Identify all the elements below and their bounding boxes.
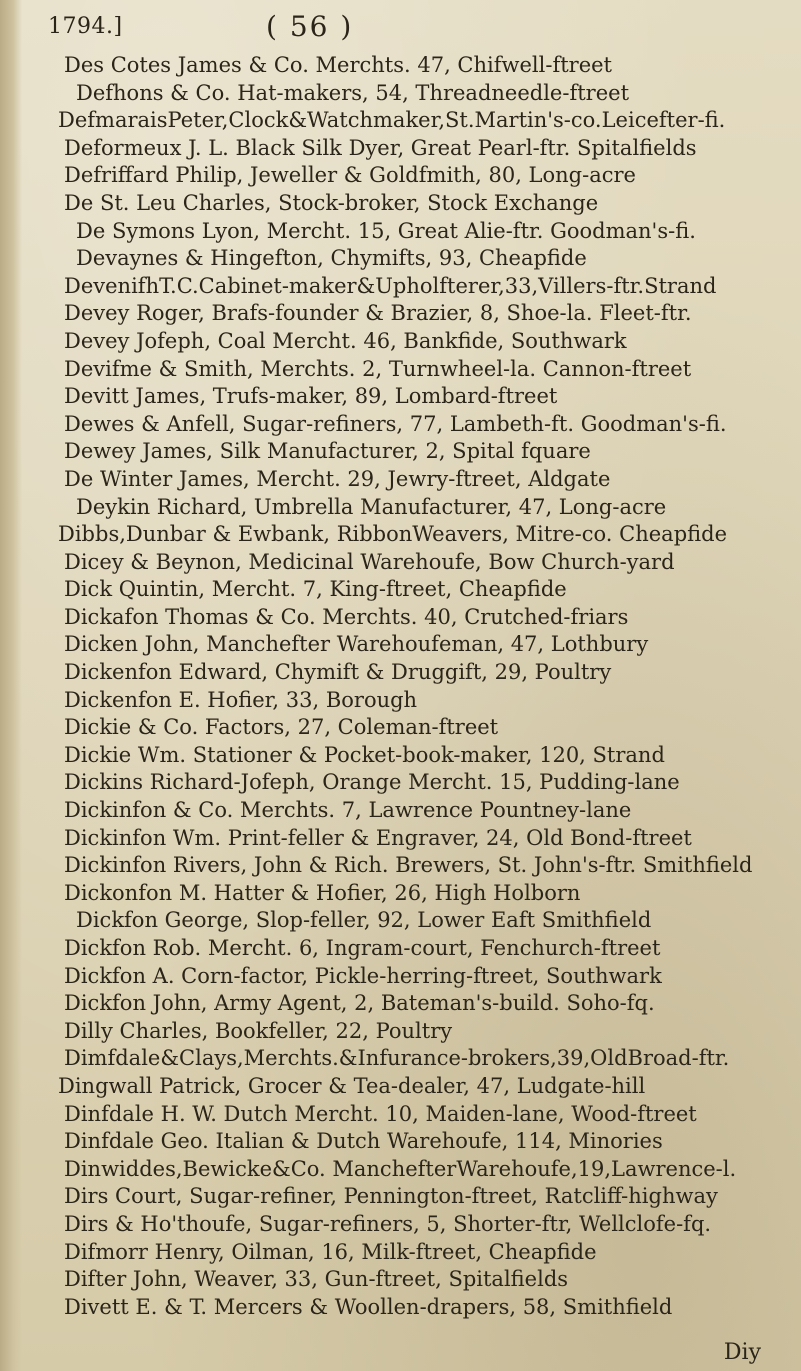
directory-entry: Dickinfon Wm. Print-feller & Engraver, 24, Old Bond-ftreet [64, 825, 692, 850]
directory-entry: Dick Quintin, Mercht. 7, King-ftreet, Cheapfide [64, 577, 567, 602]
directory-entry: Dinfdale H. W. Dutch Mercht. 10, Maiden-lane, Wood-ftreet [64, 1101, 697, 1126]
directory-entry: Dinwiddes,Bewicke&Co. ManchefterWarehoufe,19,Lawrence-l. [64, 1156, 737, 1181]
directory-entry: Dicey & Beynon, Medicinal Warehoufe, Bow Church-yard [64, 549, 675, 574]
directory-entries [58, 52, 784, 1321]
page-header [48, 8, 768, 52]
directory-entry: Dickfon John, Army Agent, 2, Bateman's-build. Soho-fq. [64, 991, 655, 1016]
directory-entry: Deykin Richard, Umbrella Manufacturer, 47, Long-acre [76, 494, 667, 519]
directory-entry: Dickafon Thomas & Co. Merchts. 40, Crutched-friars [64, 604, 629, 629]
directory-entry: Dilly Charles, Bookfeller, 22, Poultry [64, 1018, 453, 1043]
directory-entry: DevenifhT.C.Cabinet-maker&Upholfterer,33,Villers-ftr.Strand [64, 273, 717, 298]
page-number: ( 56 ) [266, 10, 354, 43]
directory-entry: Dewey James, Silk Manufacturer, 2, Spital fquare [64, 439, 591, 464]
directory-entry: Defriffard Philip, Jeweller & Goldfmith, 80, Long-acre [64, 163, 636, 188]
directory-entry: Dickinfon Rivers, John & Rich. Brewers, St. John's-ftr. Smithfield [64, 853, 753, 878]
directory-entry: Deformeux J. L. Black Silk Dyer, Great Pearl-ftr. Spitalfields [64, 135, 697, 160]
directory-entry: Dickins Richard-Jofeph, Orange Mercht. 15, Pudding-lane [64, 770, 680, 795]
directory-entry: Dingwall Patrick, Grocer & Tea-dealer, 47, Ludgate-hill [58, 1073, 646, 1098]
catchword: Diy [723, 1340, 761, 1365]
directory-entry: De Winter James, Mercht. 29, Jewry-ftreet, Aldgate [64, 466, 611, 491]
directory-entry: Dickfon Rob. Mercht. 6, Ingram-court, Fenchurch-ftreet [64, 936, 661, 960]
directory-entry: DefmaraisPeter,Clock&Watchmaker,St.Martin's-co.Leicefter-fi. [58, 108, 726, 133]
directory-entry: Dickenfon Edward, Chymift & Druggift, 29, Poultry [64, 660, 612, 685]
directory-entry: Defhons & Co. Hat-makers, 54, Threadneedle-ftreet [76, 80, 630, 105]
directory-entry: Dimfdale&Clays,Merchts.&Infurance-brokers,39,OldBroad-ftr. [64, 1046, 730, 1071]
directory-entry: Dibbs,Dunbar & Ewbank, RibbonWeavers, Mitre-co. Cheapfide [58, 522, 728, 547]
directory-entry: Devey Jofeph, Coal Mercht. 46, Bankfide, Southwark [64, 328, 627, 353]
directory-entry: Dickfon A. Corn-factor, Pickle-herring-ftreet, Southwark [64, 963, 662, 988]
directory-entry: Dickie & Co. Factors, 27, Coleman-ftreet [64, 715, 499, 740]
directory-entry: Des Cotes James & Co. Merchts. 47, Chifwell-ftreet [64, 53, 612, 77]
directory-entry: Dickenfon E. Hofier, 33, Borough [64, 687, 418, 712]
directory-entry: Dicken John, Manchefter Warehoufeman, 47, Lothbury [64, 632, 649, 657]
directory-entry: Dirs & Ho'thoufe, Sugar-refiners, 5, Shorter-ftr, Wellclofe-fq. [64, 1211, 712, 1236]
directory-entry: Difmorr Henry, Oilman, 16, Milk-ftreet, Cheapfide [64, 1239, 597, 1264]
directory-entry: Difter John, Weaver, 33, Gun-ftreet, Spitalfields [64, 1267, 569, 1292]
directory-entry: Devitt James, Trufs-maker, 89, Lombard-ftreet [64, 384, 558, 409]
directory-entry: Devifme & Smith, Merchts. 2, Turnwheel-la. Cannon-ftreet [64, 356, 692, 381]
directory-entry: Dinfdale Geo. Italian & Dutch Warehoufe, 114, Minories [64, 1129, 663, 1154]
header-year: 1794.] [48, 14, 123, 39]
directory-entry: Dickonfon M. Hatter & Hofier, 26, High Holborn [64, 880, 581, 905]
directory-entry: Dirs Court, Sugar-refiner, Pennington-ftreet, Ratcliff-highway [64, 1184, 718, 1209]
directory-entry: Dickinfon & Co. Merchts. 7, Lawrence Pountney-lane [64, 798, 632, 823]
directory-entry: Dickfon George, Slop-feller, 92, Lower Eaft Smithfield [76, 908, 652, 933]
directory-entry: Divett E. & T. Mercers & Woollen-drapers, 58, Smithfield [64, 1294, 673, 1319]
page-binding-edge [0, 0, 22, 1371]
directory-entry: De St. Leu Charles, Stock-broker, Stock Exchange [64, 190, 599, 215]
directory-entry: Devaynes & Hingefton, Chymifts, 93, Cheapfide [76, 246, 587, 271]
directory-entry: Dewes & Anfell, Sugar-refiners, 77, Lambeth-ft. Goodman's-fi. [64, 411, 727, 436]
directory-entry: Devey Roger, Brafs-founder & Brazier, 8, Shoe-la. Fleet-ftr. [64, 301, 692, 326]
directory-entry: De Symons Lyon, Mercht. 15, Great Alie-ftr. Goodman's-fi. [76, 218, 696, 243]
directory-entry: Dickie Wm. Stationer & Pocket-book-maker, 120, Strand [64, 742, 665, 767]
